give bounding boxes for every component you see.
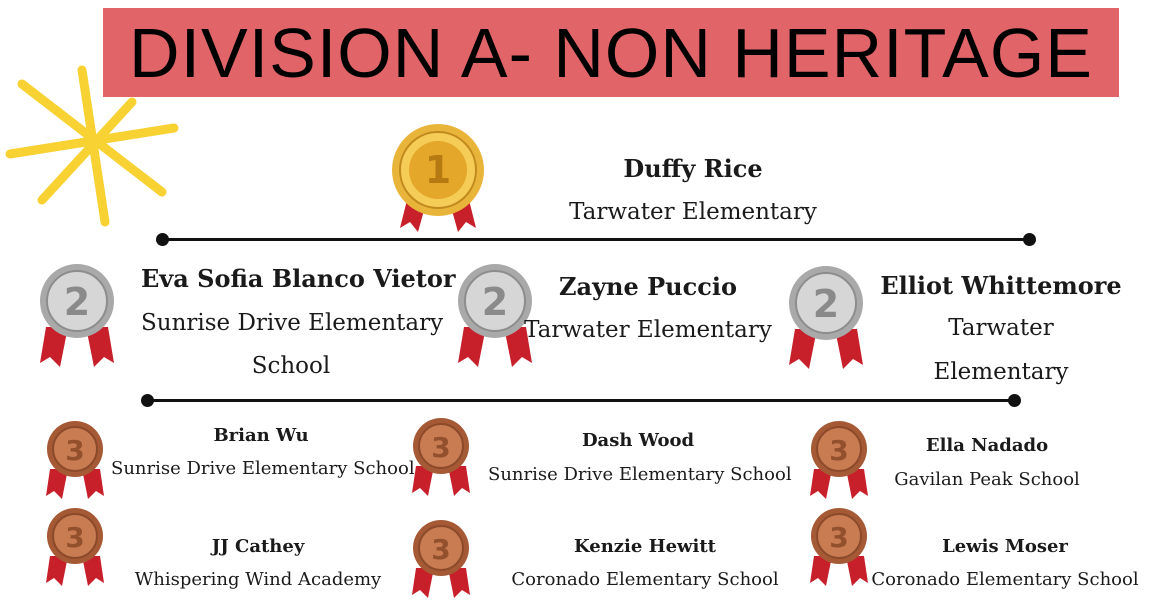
third-place-name-6: Lewis Moser [942,536,1068,557]
bronze-medal-icon [410,418,472,498]
third-place-school-2: Sunrise Drive Elementary School [488,464,792,485]
page-title: DIVISION A- NON HERITAGE [129,13,1093,92]
sparkle-star-icon [2,62,182,232]
divider-first-left-dot [156,233,169,246]
divider-first [163,238,1030,241]
bronze-medal-number-1: 3 [65,434,85,467]
second-place-school-1-line1: Sunrise Drive Elementary [141,310,444,336]
third-place-school-5: Coronado Elementary School [511,569,779,590]
silver-medal-number-2: 2 [481,280,509,324]
second-place-school-3-line2: Elementary [933,359,1069,385]
bronze-medal-icon [44,508,106,588]
bronze-medal-number-5: 3 [431,533,451,566]
third-place-school-6: Coronado Elementary School [871,569,1139,590]
second-place-school-3-line1: Tarwater [948,315,1054,341]
gold-medal-number: 1 [424,148,452,192]
gold-medal-icon [388,124,488,236]
bronze-medal-number-3: 3 [829,434,849,467]
divider-first-right-dot [1023,233,1036,246]
title-banner [103,8,1119,97]
third-place-name-2: Dash Wood [581,430,695,451]
silver-medal-number-1: 2 [63,280,91,324]
first-place-school: Tarwater Elementary [569,199,817,225]
divider-second-right-dot [1008,394,1021,407]
bronze-medal-number-2: 3 [431,431,451,464]
second-place-school-1-line2: School [251,353,331,379]
bronze-medal-icon [410,520,472,600]
second-place-school-2-line1: Tarwater Elementary [524,317,772,343]
silver-medal-number-3: 2 [812,282,840,326]
bronze-medal-icon [44,421,106,501]
third-place-name-3: Ella Nadado [925,435,1049,456]
third-place-name-5: Kenzie Hewitt [574,536,716,557]
third-place-name-4: JJ Cathey [211,536,305,557]
bronze-medal-number-4: 3 [65,521,85,554]
silver-medal-icon [38,263,116,371]
second-place-name-3: Elliot Whittemore [880,271,1122,300]
third-place-school-4: Whispering Wind Academy [134,569,382,590]
third-place-school-1: Sunrise Drive Elementary School [111,458,415,479]
bronze-medal-number-6: 3 [829,521,849,554]
first-place-name: Duffy Rice [623,154,763,183]
divider-second [148,399,1015,402]
divider-second-left-dot [141,394,154,407]
third-place-name-1: Brian Wu [213,425,309,446]
second-place-name-1: Eva Sofia Blanco Vietor [141,264,456,293]
third-place-school-3: Gavilan Peak School [894,469,1080,490]
second-place-name-2: Zayne Puccio [559,272,737,301]
